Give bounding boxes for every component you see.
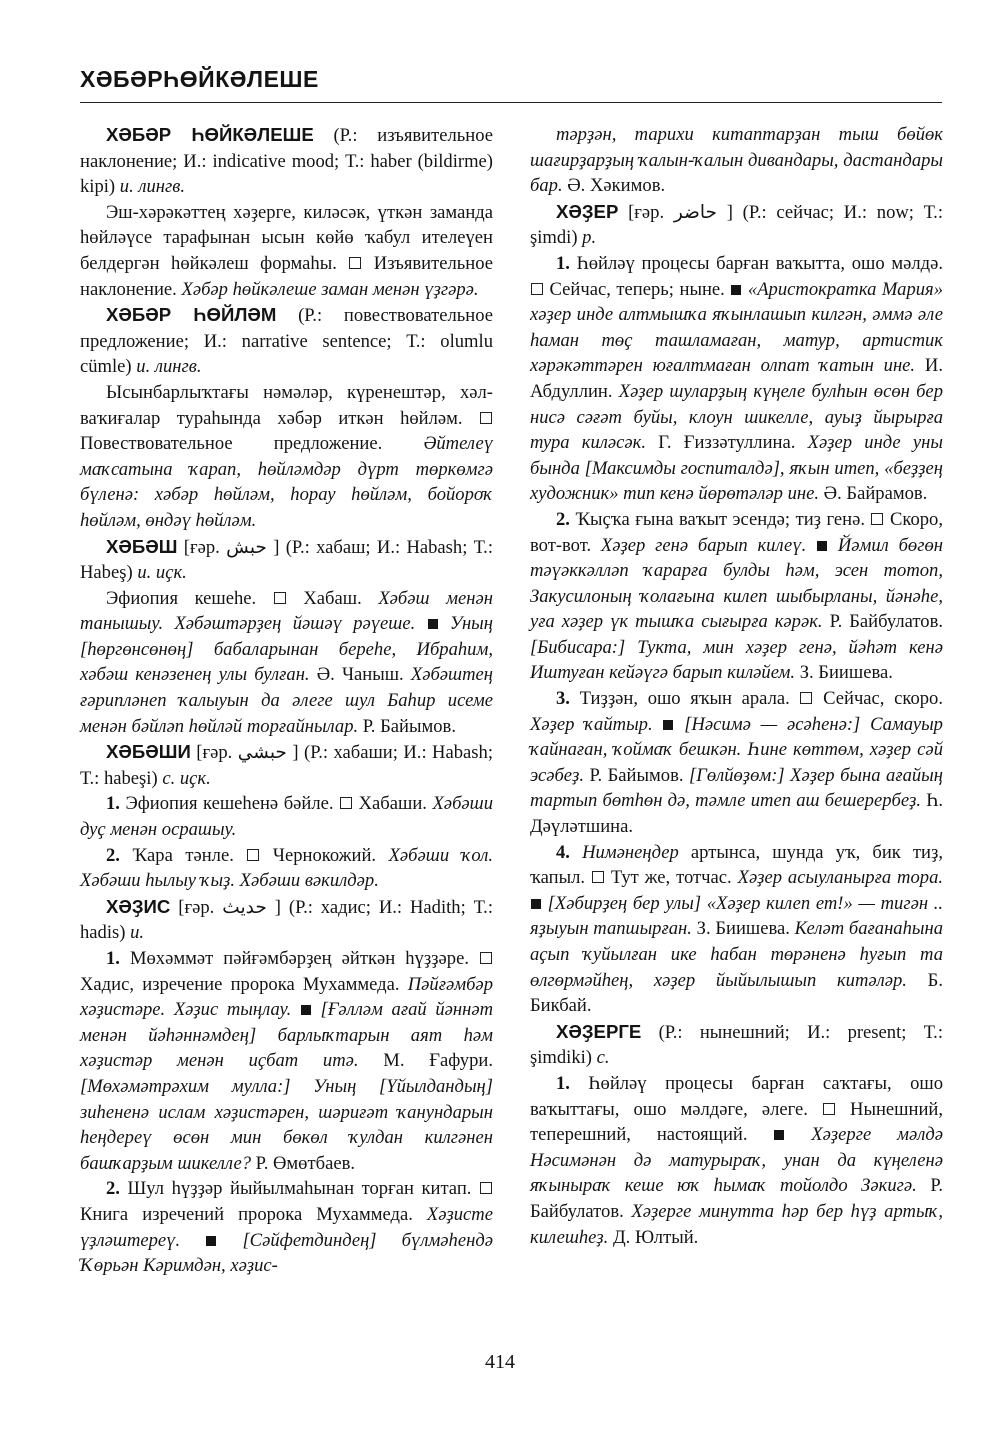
text-run: Скоро, вот-вот.: [530, 508, 944, 556]
entry-paragraph: [530, 251, 943, 507]
text-run: Чернокожий.: [260, 844, 389, 866]
text-run: [ғәр. حبش ] (Р.: хабаш; И.: Habash; Т.: Habeş): [80, 536, 493, 584]
example-marker-icon: [206, 1236, 216, 1246]
entry-paragraph: [80, 739, 493, 791]
translation-marker-icon: [531, 283, 543, 295]
text-run: Ысынбарлыҡтағы нәмәләр, күренештәр, хәл-ваҡиғалар тураһында хәбәр иткән һөйләм.: [80, 381, 493, 429]
italic-text: [Сәйфетдиндең] бүлмәһендә Ҡөрьән Кәримдән, хәҙис-: [80, 1229, 493, 1277]
text-run: Р. Байымов.: [583, 764, 689, 786]
text-run: [180, 1230, 205, 1251]
header-rule: [80, 102, 942, 103]
italic-text: Хәҙисте үҙләштереү.: [80, 1203, 493, 1251]
translation-marker-icon: [480, 952, 492, 964]
text-run: Эфиопия кешеһе.: [106, 587, 273, 609]
italic-text: Хәҙерге мәлдә Нәсимәнән дә матурыраҡ, унан да күңеленә яҡыныраҡ кеше юҡ һымаҡ тойолдо Зәкигә.: [530, 1124, 943, 1197]
text-run: Ҡара тәнле.: [119, 844, 247, 866]
entry-paragraph: [80, 200, 493, 302]
italic-text: Пәйғәмбәр хәҙистәре. Хәҙис тыңлау.: [80, 973, 493, 1021]
italic-text: Хәҙерге минутта һәр бер һүҙ артыҡ, килешһеҙ.: [530, 1200, 943, 1248]
entry-paragraph: [80, 586, 493, 740]
running-head: ХӘБӘРҺӨЙКӘЛЕШЕ: [80, 66, 319, 92]
example-marker-icon: [428, 619, 438, 629]
example-marker-icon: [774, 1130, 784, 1140]
italic-text: [Гөлйөҙөм:] Хәҙер бына ағайың тартып бөтһөн дә, тәмле итеп аш бешерербеҙ.: [530, 764, 943, 812]
italic-text: «Аристократка Мария» хәҙер инде алтмышҡа яҡынлашып килгән, әммә әле һаман төҫ ташламаған, матур, артистик хәрәкәттәрен юғалтмаған олпат ҡатын ине.: [530, 278, 943, 377]
example-marker-icon: [817, 541, 827, 551]
entry-paragraph: [80, 791, 493, 842]
headword: ХӘБӘР ҺӨЙКӘЛЕШЕ: [106, 124, 314, 145]
entry-paragraph: [80, 946, 493, 1176]
example-marker-icon: [731, 285, 741, 295]
text-run: [785, 1124, 811, 1145]
headword: ХӘБӘР ҺӨЙЛӘМ: [106, 304, 277, 326]
headword: ХӘҘЕР: [556, 200, 619, 222]
left-column: [80, 122, 493, 1279]
translation-marker-icon: [480, 412, 492, 424]
italic-text: Йәмил бөгөн тәүәккәлләп ҡарарға булды һәм, эсен тотоп, Закусилоның ҡолағына килеп шыбырланы, йәнәһе, уға хәҙер үк тышҡа сығырға кәрәк.: [530, 534, 944, 633]
text-run: Сейчас, скоро.: [813, 688, 944, 710]
sense-number: 3.: [556, 688, 570, 710]
text-run: Эш-хәрәкәттең хәҙерге, киләсәк, үткән заманда һөйләүсе тарафынан ысын көйө ҡабул ителеүен белдергән һөйкәлеш формаһы.: [80, 201, 493, 274]
text-run: М. Ғафури.: [358, 1050, 493, 1072]
entry-paragraph: [530, 686, 943, 840]
text-run: Д. Юлтый.: [608, 1226, 699, 1248]
text-run: (Р.: изъявительное наклонение; И.: indicative mood; Т.: haber (bildirme) kipi): [80, 125, 493, 198]
italic-text: Хәҙер шуларҙың күңеле булһын өсөн бер нисә сәғәт буйы, клоун шикелле, ауыҙ йырырға тура киләсәк.: [530, 380, 943, 454]
text-run: [ғәр. حاضر ] (Р.: сейчас; И.: now; Т.: şimdi): [530, 201, 943, 249]
italic-text: и. лингв.: [136, 356, 202, 378]
italic-text: Хәбәши дуҫ менән осрашыу.: [80, 793, 494, 841]
text-run: [415, 613, 426, 634]
sense-number: 4.: [556, 841, 570, 863]
text-run: Шул һүҙҙәр йыйылмаһынан торған китап.: [119, 1178, 479, 1200]
text-run: [217, 1230, 242, 1251]
italic-text: [Хәбирҙең бер улы] «Хәҙер килеп ет!» — тигән .. яҙыуын тапшырған.: [530, 892, 943, 940]
entry-paragraph: [80, 302, 493, 380]
text-run: З. Биишева.: [795, 662, 893, 684]
italic-text: с. иҫк.: [162, 767, 211, 789]
text-run: [312, 999, 321, 1020]
text-run: Хадис, изречение пророка Мухаммеда.: [80, 973, 408, 995]
text-run: З. Биишева.: [691, 918, 795, 940]
example-marker-icon: [301, 1005, 311, 1015]
text-run: Һөйләү процесы барған ваҡытта, ошо мәлдә.: [569, 252, 943, 274]
text-run: Нынешний, теперешний, настоящий.: [530, 1098, 943, 1146]
text-run: Повествовательное предложение.: [80, 433, 424, 455]
text-run: [439, 613, 450, 634]
text-run: И. Абдуллин.: [530, 355, 943, 402]
text-run: Ә. Чаныш.: [309, 664, 411, 686]
text-run: Тут же, тотчас.: [604, 867, 738, 889]
text-run: Хабаши.: [353, 793, 433, 815]
entry-paragraph: [530, 1019, 943, 1071]
example-marker-icon: [531, 899, 541, 909]
italic-text: Нимәнеңдер: [582, 841, 679, 863]
italic-text: Хәбәр һөйкәлеше заман менән үҙгәрә.: [181, 278, 479, 300]
entry-paragraph: [80, 843, 493, 894]
translation-marker-icon: [592, 871, 604, 883]
text-run: Б. Бикбай.: [530, 969, 943, 1017]
sense-number: 2.: [106, 844, 120, 866]
text-run: [653, 714, 663, 735]
italic-text: Хәбәштең ғәрипләнеп ҡалыуын да әлеге шул Баһир исеме менән бәйләп һөйләй торғайнылар.: [80, 664, 493, 737]
entry-paragraph: [80, 1176, 493, 1278]
entry-paragraph: [530, 1071, 943, 1250]
italic-text: Хәбәши ҡол. Хәбәши һылыу ҡыҙ. Хәбәши вәкилдәр.: [80, 844, 494, 892]
translation-marker-icon: [823, 1103, 835, 1115]
text-run: артынса, шунда уҡ, бик тиҙ, ҡапыл.: [530, 841, 943, 889]
entry-paragraph: [530, 507, 943, 686]
text-run: Р. Өмөтбаев.: [251, 1152, 356, 1174]
italic-text: Хәҙер генә барып килеү.: [600, 534, 807, 556]
headword: ХӘҘИС: [106, 895, 171, 917]
entry-paragraph: [530, 840, 943, 1019]
sense-number: 1.: [556, 1072, 570, 1094]
text-run: [291, 999, 300, 1020]
text-run: Ҡыҫҡа ғына ваҡыт эсендә; тиҙ генә.: [569, 508, 871, 530]
translation-marker-icon: [274, 592, 286, 604]
example-marker-icon: [663, 720, 673, 730]
headword: ХӘБӘШИ: [106, 741, 191, 763]
translation-marker-icon: [480, 1182, 492, 1194]
text-run: Сейчас, теперь; ныне.: [544, 278, 731, 300]
text-run: [674, 714, 684, 735]
text-run: [570, 842, 582, 863]
text-run: Ә. Байрамов.: [819, 483, 928, 505]
text-run: (Р.: нынешний; И.: present; Т.: şimdiki): [530, 1021, 943, 1069]
italic-text: и. лингв.: [119, 176, 185, 198]
italic-text: Әйтелеү маҡсатына ҡарап, һөйләмдәр дүрт төркөмгә бүленә: хәбәр һөйләм, һорау һөйләм, бойороҡ һөйләм, өндәү һөйләм.: [80, 433, 493, 531]
italic-text: Хәбәш менән танышыу. Хәбәштәрҙең йәшәү рәүеше.: [80, 587, 493, 635]
entry-paragraph: [80, 122, 493, 200]
translation-marker-icon: [800, 692, 812, 704]
translation-marker-icon: [247, 849, 259, 861]
text-run: Р. Байымов.: [358, 715, 456, 737]
italic-text: [Бибисара:] Тукта, мин хәҙер генә, йәһәт кенә Иштуған кейәүгә барып киләйем.: [530, 636, 943, 684]
italic-text: Хәҙер инде уны бында [Максимды госпиталдә], яҡын итеп, «беҙҙең художник» тип кенә йөрөтәләр ине.: [530, 432, 943, 505]
sense-number: 2.: [556, 508, 570, 530]
headword: ХӘҘЕРГЕ: [556, 1020, 642, 1042]
italic-text: Келәт бағанаһына аҫып ҡуйылған ике һабан төрәненә һуғып та өлгөрмәйһең, хәҙер йыйылышып китәләр.: [530, 918, 944, 991]
text-run: Ә. Хәкимов.: [562, 175, 666, 197]
text-run: Һ. Дәүләтшина.: [530, 790, 943, 838]
italic-text: [Мөхәмәтрәхим мулла:] Уның [Үйылдандың] зиһененә ислам хәҙистәрен, шәриғәт ҡанундарын һеңдереү өсөн мин бөкөл ҡулдан килгәнен башҡарҙым шикелле?: [80, 1075, 493, 1174]
entry-paragraph: [80, 380, 493, 534]
text-run: Мөхәммәт пәйғәмбәрҙең әйткән һүҙҙәре.: [119, 948, 479, 969]
text-run: Эфиопия кешеһенә бәйле.: [119, 793, 340, 815]
translation-marker-icon: [349, 257, 361, 269]
entry-paragraph: [530, 199, 943, 251]
sense-number: 1.: [106, 948, 120, 969]
sense-number: 2.: [106, 1178, 120, 1200]
entry-paragraph: [80, 534, 493, 586]
text-run: [828, 535, 838, 556]
text-run: [ғәр. حديث ] (Р.: хадис; И.: Hadith; Т.: hadis): [80, 896, 493, 944]
italic-text: и.: [130, 922, 145, 944]
text-run: Р. Байбулатов.: [530, 1175, 943, 1222]
italic-text: Хәҙер ҡайтыр.: [530, 713, 653, 735]
sense-number: 1.: [106, 793, 120, 815]
italic-text: [Ғәлләм ағай йәннәт менән йәһәннәмдең] барлыҡтарын аят һәм хәҙистәр менән иҫбат итә.: [80, 999, 493, 1072]
headword: ХӘБӘШ: [106, 535, 178, 557]
italic-text: [Нәсимә — әсәһенә:] Самауыр ҡайнаған, ҡоймаҡ бешкән. Һине көттөм, хәҙер сәй эсәбеҙ.: [530, 713, 943, 786]
page-number: 414: [485, 1351, 515, 1373]
text-run: (Р.: повествовательное предложение; И.: narrative sentence; Т.: olumlu cümle): [80, 305, 493, 378]
italic-text: и. иҫк.: [137, 562, 187, 584]
italic-text: р.: [582, 227, 597, 249]
italic-text: тәрҙән, тарихи китаптарҙан тыш бөйөк шағирҙарҙың ҡалын-ҡалын дивандары, дастандары бар.: [530, 124, 943, 197]
text-run: Книга изречений пророка Мухаммеда.: [80, 1203, 427, 1225]
text-run: Р. Байбулатов.: [822, 611, 943, 633]
text-run: Тиҙҙән, ошо яҡын арала.: [569, 688, 800, 710]
italic-text: Уның [һөргөнсөнөң] бабаларынан береһе, Ибраһим, хәбәш кенәзенең улы булған.: [80, 613, 493, 686]
italic-text: Хәҙер асыуланырға тора.: [737, 867, 944, 889]
text-run: Г. Ғиззәтуллина.: [646, 432, 808, 454]
text-run: Хабаш.: [286, 587, 379, 609]
right-column: [530, 122, 943, 1250]
text-run: Һөйләү процесы барған саҡтағы, ошо ваҡыттағы, ошо мәлдәге, әлеге.: [530, 1072, 943, 1120]
translation-marker-icon: [340, 797, 352, 809]
italic-text: с.: [596, 1047, 610, 1069]
translation-marker-icon: [871, 513, 883, 525]
sense-number: 1.: [556, 252, 570, 274]
text-run: [ғәр. حبشي ] (Р.: хабаши; И.: Habash; Т.: habeşi): [80, 742, 493, 789]
entry-paragraph: [530, 122, 943, 199]
entry-paragraph: [80, 894, 493, 946]
text-run: Изъявительное наклонение.: [80, 252, 493, 300]
text-run: [806, 535, 816, 556]
